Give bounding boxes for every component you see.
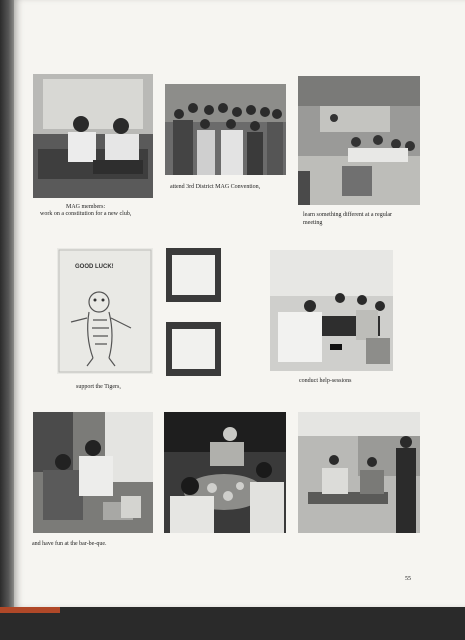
caption-convention: attend 3rd District MAG Convention, [170,184,261,190]
photo-barbecue-grill [33,412,153,533]
photo-meeting [298,76,420,205]
poster-good-luck-text: GOOD LUCK! [75,264,114,270]
photo-help-session [270,250,393,371]
caption-mag-sub: work on a constitution for a new club, [40,211,132,217]
book-spine [0,0,14,607]
caption-tigers: support the Tigers, [76,384,121,390]
caption-learn-2: meeting [303,220,323,226]
caption-mag-title: MAG members: [66,204,106,210]
photo-constitution [33,74,153,198]
page-number: 55 [405,576,411,582]
caption-learn-1: learn something different at a regular [303,212,393,218]
page-bottom-edge [0,607,465,640]
caption-help: conduct help-sessions [299,378,352,384]
photo-tiger-poster [57,248,153,374]
cover-edge [0,607,60,613]
photo-convention [165,84,286,175]
caption-barbecue: and have fun at the bar-be-que. [32,541,107,547]
photo-barbecue-patio [298,412,420,533]
photo-small-frame-bottom [166,322,221,376]
photo-small-frame-top [166,248,221,302]
photo-barbecue-table [164,412,286,533]
